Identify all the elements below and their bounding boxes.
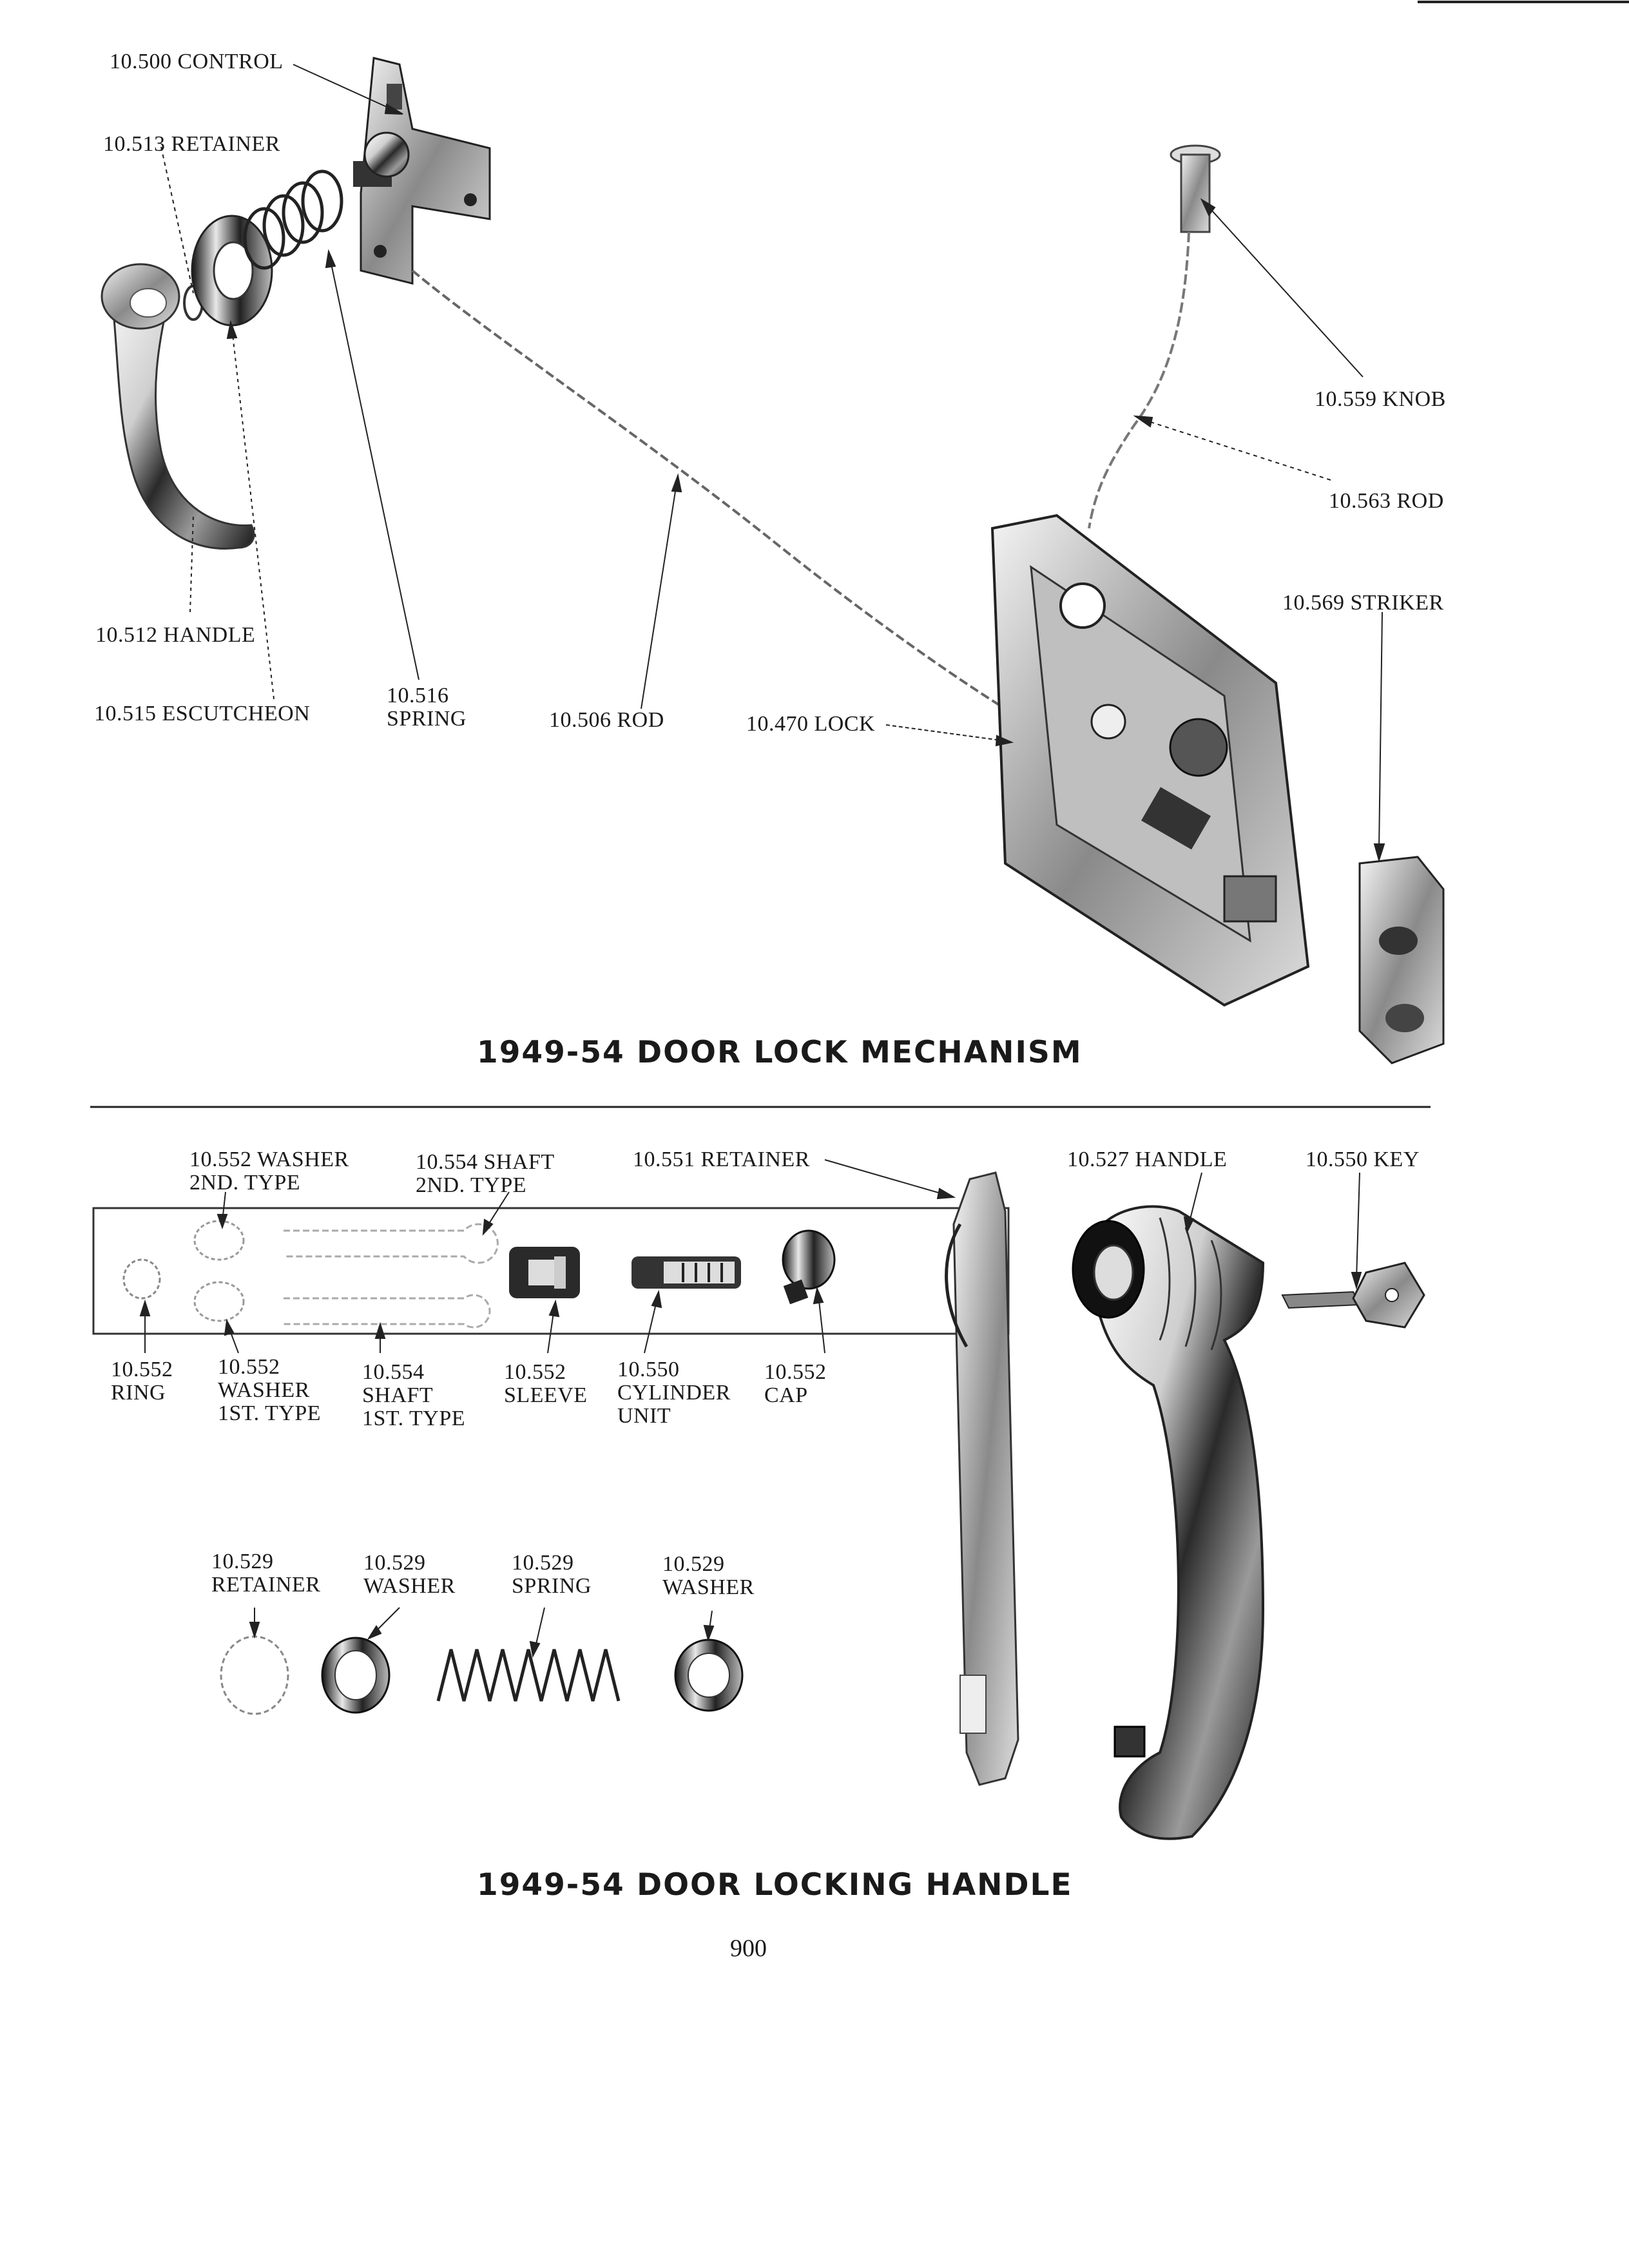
label-retainer-513: 10.513 RETAINER (103, 132, 280, 156)
handle-527-drawing (1073, 1207, 1263, 1839)
label-rod-506: 10.506 ROD (549, 708, 664, 732)
label-spring-516-number: 10.516 (387, 684, 449, 707)
washers-552-drawing (195, 1221, 244, 1321)
label-knob-559: 10.559 KNOB (1315, 387, 1446, 411)
label-shaft-554-1st-l2: SHAFT (362, 1383, 434, 1407)
rod-506-drawing (412, 271, 1005, 709)
knob-559-drawing (1171, 146, 1220, 232)
label-spring-516-name: SPRING (387, 707, 467, 731)
label-lock-470: 10.470 LOCK (746, 712, 876, 736)
label-washer-552-2nd-l1: 10.552 WASHER (189, 1148, 349, 1171)
label-washer-552-1st-l3: 1ST. TYPE (218, 1401, 322, 1425)
label-striker-569: 10.569 STRIKER (1282, 591, 1444, 615)
label-retainer-529 (211, 1550, 320, 1597)
spring-529-drawing (438, 1649, 619, 1701)
label-washer-529a-l2: WASHER (363, 1574, 456, 1598)
cap-552-drawing (783, 1231, 834, 1304)
label-cap-552-l1: 10.552 (764, 1360, 827, 1384)
label-retainer-529-l1: 10.529 (211, 1550, 274, 1573)
control-500-drawing (353, 58, 490, 284)
label-shaft-554-1st (362, 1361, 465, 1430)
label-washer-529b (662, 1553, 755, 1599)
label-handle-512: 10.512 HANDLE (95, 623, 256, 647)
label-sleeve-552-l1: 10.552 (504, 1360, 566, 1384)
label-spring-529-l1: 10.529 (512, 1551, 574, 1575)
label-control-500: 10.500 CONTROL (110, 50, 284, 73)
label-cap-552-l2: CAP (764, 1383, 808, 1407)
label-washer-529b-l1: 10.529 (662, 1552, 725, 1576)
ring-552-drawing (124, 1260, 160, 1298)
rod-563-drawing (1089, 232, 1189, 528)
shafts-554-drawing (284, 1224, 497, 1327)
label-washer-552-1st-l1: 10.552 (218, 1355, 280, 1379)
washer-529a-drawing (322, 1638, 389, 1713)
label-ring-552-l1: 10.552 (111, 1358, 173, 1381)
label-rod-563: 10.563 ROD (1329, 489, 1444, 513)
page-number: 900 (730, 1935, 767, 1962)
label-retainer-551: 10.551 RETAINER (633, 1148, 810, 1171)
retainer-529-drawing (221, 1637, 288, 1714)
label-washer-529a (363, 1552, 456, 1598)
label-washer-552-2nd-l2: 2ND. TYPE (189, 1171, 300, 1195)
label-shaft-554-2nd-l1: 10.554 SHAFT (416, 1150, 555, 1174)
label-cap-552 (764, 1361, 827, 1407)
striker-569-drawing (1360, 857, 1443, 1063)
label-spring-516 (387, 684, 467, 731)
label-shaft-554-2nd (416, 1151, 555, 1197)
label-cylinder-550-l2: CYLINDER (617, 1381, 731, 1405)
label-ring-552 (111, 1358, 173, 1405)
label-cylinder-550 (617, 1358, 731, 1428)
escutcheon-515-drawing (192, 216, 272, 325)
label-escutcheon-515: 10.515 ESCUTCHEON (94, 702, 311, 726)
label-shaft-554-1st-l3: 1ST. TYPE (362, 1407, 466, 1430)
washer-529b-drawing (675, 1640, 742, 1711)
label-shaft-554-2nd-l2: 2ND. TYPE (416, 1173, 526, 1197)
title-door-lock-mechanism: 1949-54 DOOR LOCK MECHANISM (477, 1035, 1083, 1070)
label-cylinder-550-l3: UNIT (617, 1404, 671, 1428)
label-sleeve-552-l2: SLEEVE (504, 1383, 588, 1407)
label-washer-552-2nd (189, 1148, 349, 1195)
retainer-551-drawing (947, 1173, 1018, 1785)
label-washer-529b-l2: WASHER (662, 1575, 755, 1599)
cylinder-550-drawing (631, 1256, 741, 1289)
sleeve-552-drawing (509, 1247, 580, 1298)
label-cylinder-550-l1: 10.550 (617, 1358, 680, 1381)
label-shaft-554-1st-l1: 10.554 (362, 1360, 425, 1384)
label-spring-529-l2: SPRING (512, 1574, 592, 1598)
label-retainer-529-l2: RETAINER (211, 1573, 321, 1597)
label-ring-552-l2: RING (111, 1381, 166, 1405)
lock-470-drawing (992, 515, 1308, 1005)
label-handle-527: 10.527 HANDLE (1067, 1148, 1228, 1171)
label-washer-529a-l1: 10.529 (363, 1551, 426, 1575)
label-washer-552-1st (218, 1356, 321, 1425)
label-spring-529 (512, 1552, 592, 1598)
title-door-locking-handle: 1949-54 DOOR LOCKING HANDLE (477, 1867, 1073, 1903)
label-key-550: 10.550 KEY (1306, 1148, 1420, 1171)
label-washer-552-1st-l2: WASHER (218, 1378, 310, 1402)
label-sleeve-552 (504, 1361, 588, 1407)
